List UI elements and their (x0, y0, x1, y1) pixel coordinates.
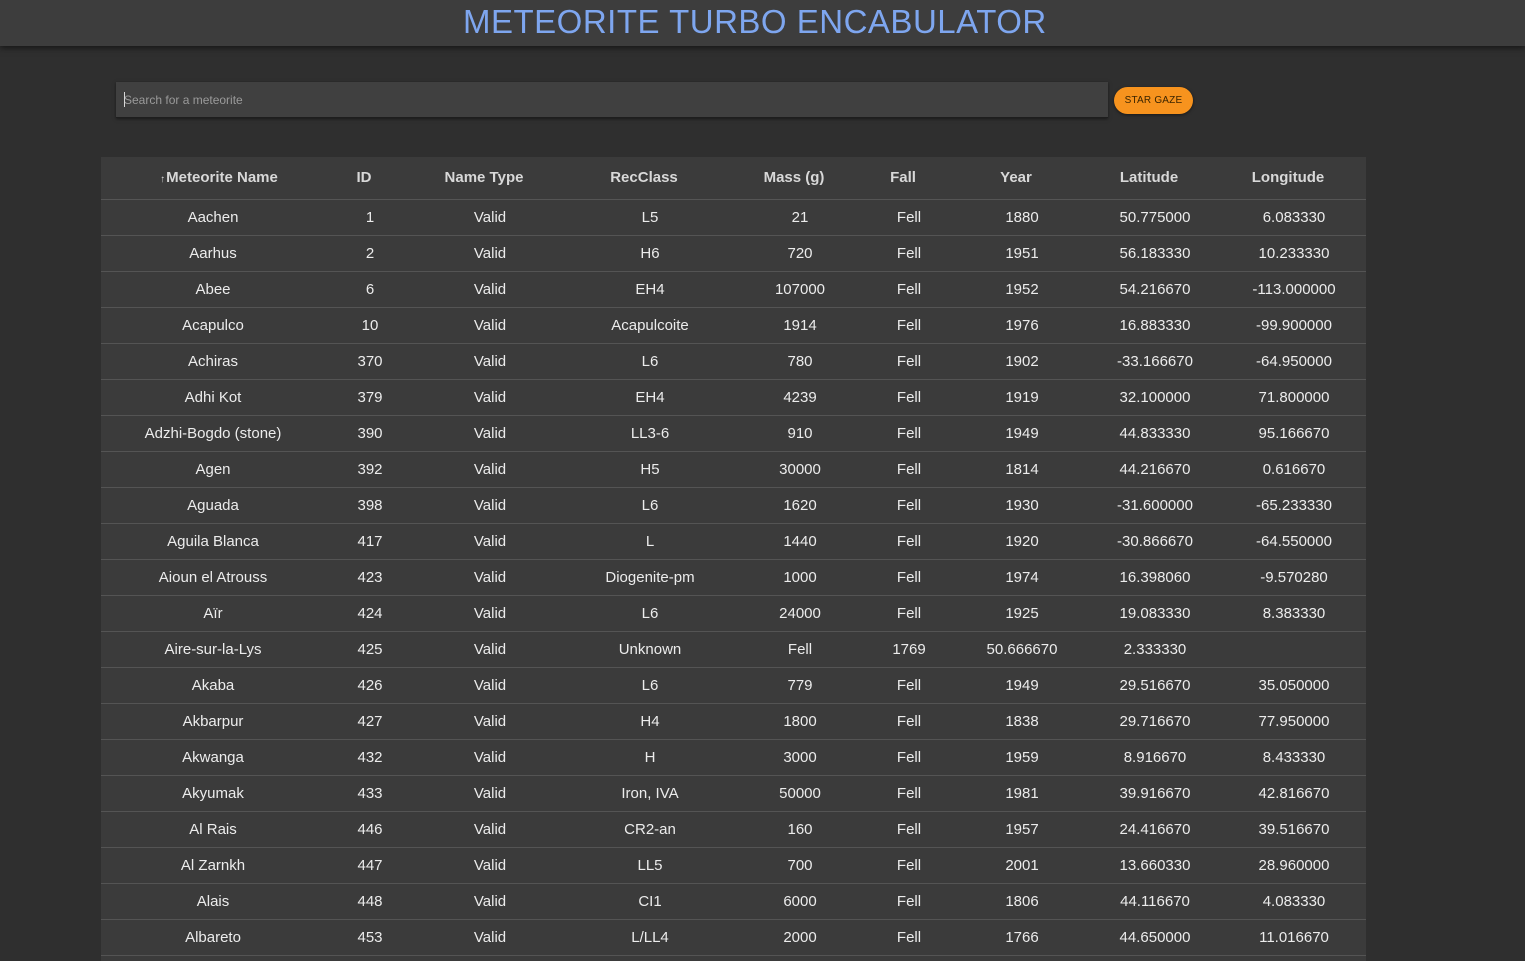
table-cell: 370 (357, 353, 383, 370)
table-cell: Akyumak (182, 785, 244, 802)
table-cell: Valid (473, 353, 507, 370)
table-cell: Aachen (187, 209, 239, 226)
table-cell: Valid (473, 497, 507, 514)
table-cell: 50.775000 (1119, 209, 1191, 226)
table-row[interactable] (101, 524, 1366, 560)
table-row[interactable] (101, 416, 1366, 452)
table-cell: L6 (641, 497, 659, 514)
table-cell: 6 (365, 281, 375, 298)
meteorite-table (101, 157, 1366, 961)
column-header-label: Latitude (1119, 169, 1179, 186)
table-cell: 427 (357, 713, 383, 730)
table-cell: 720 (787, 245, 813, 262)
table-cell: Valid (473, 713, 507, 730)
table-cell: 424 (357, 605, 383, 622)
col-fall-header[interactable] (890, 157, 916, 199)
table-cell: 1800 (783, 713, 817, 730)
table-cell: 1920 (1005, 533, 1039, 550)
column-header-label: Fall (890, 169, 916, 186)
table-cell: Fell (896, 209, 922, 226)
table-cell: 2.333330 (1123, 641, 1187, 658)
col-id-header[interactable] (357, 157, 372, 199)
table-cell: 77.950000 (1258, 713, 1330, 730)
table-cell: 44.116670 (1120, 893, 1190, 910)
table-cell: 1930 (1005, 497, 1039, 514)
table-row[interactable] (101, 560, 1366, 596)
table-cell: H4 (640, 713, 660, 730)
table-cell: 39.916670 (1119, 785, 1191, 802)
table-cell: 24.416670 (1119, 821, 1191, 838)
table-cell: L6 (641, 677, 659, 694)
table-cell: 32.100000 (1119, 389, 1191, 406)
table-cell: 1914 (783, 317, 817, 334)
table-row[interactable] (101, 380, 1366, 416)
table-cell: -30.866670 (1117, 533, 1193, 550)
column-header-label: Longitude (1251, 169, 1325, 186)
table-row[interactable] (101, 344, 1366, 380)
table-cell: -64.950000 (1256, 353, 1332, 370)
table-cell: L6 (641, 605, 659, 622)
table-cell: 1959 (1005, 749, 1039, 766)
table-cell: 1974 (1005, 569, 1039, 586)
col-mass-header[interactable] (764, 157, 825, 199)
table-cell: 54.216670 (1119, 281, 1191, 298)
table-cell: LL3-6 (630, 425, 670, 442)
table-cell: -9.570280 (1260, 569, 1328, 586)
table-cell: Valid (473, 317, 507, 334)
table-cell: 1 (365, 209, 375, 226)
table-cell: 1957 (1005, 821, 1039, 838)
table-cell: H6 (640, 245, 660, 262)
table-cell: 1440 (783, 533, 817, 550)
table-cell: 1949 (1005, 677, 1039, 694)
table-cell: Fell (896, 317, 922, 334)
table-cell: 1620 (783, 497, 817, 514)
table-cell: Alais (196, 893, 230, 910)
table-cell: 1838 (1005, 713, 1039, 730)
table-cell: 44.216670 (1119, 461, 1191, 478)
table-cell: -64.550000 (1256, 533, 1332, 550)
table-cell: 8.433330 (1262, 749, 1326, 766)
col-recclass-header[interactable] (610, 157, 678, 199)
table-row[interactable] (101, 920, 1366, 956)
table-cell: 1949 (1005, 425, 1039, 442)
table-cell: 1976 (1005, 317, 1039, 334)
table-cell: Akbarpur (182, 713, 244, 730)
table-header (101, 157, 1366, 200)
table-cell: Aioun el Atrouss (158, 569, 268, 586)
table-cell: Acapulcoite (611, 317, 689, 334)
table-cell: 1902 (1005, 353, 1039, 370)
table-cell: 24000 (779, 605, 821, 622)
table-cell: 1880 (1005, 209, 1039, 226)
table-row[interactable] (101, 776, 1366, 812)
table-row[interactable] (101, 200, 1366, 236)
table-cell: L/LL4 (631, 929, 669, 946)
table-cell: 423 (357, 569, 383, 586)
table-cell: 700 (787, 857, 813, 874)
table-cell: Aguila Blanca (167, 533, 259, 550)
table-cell: Al Zarnkh (180, 857, 246, 874)
table-row[interactable] (101, 740, 1366, 776)
table-cell: Valid (473, 389, 507, 406)
table-cell: Fell (896, 893, 922, 910)
table-cell: 2 (365, 245, 375, 262)
table-cell: 1951 (1005, 245, 1039, 262)
table-cell: 1814 (1005, 461, 1039, 478)
table-cell: Fell (896, 497, 922, 514)
table-row[interactable] (101, 668, 1366, 704)
column-header-label: Meteorite Name (166, 169, 278, 186)
table-cell: 35.050000 (1258, 677, 1330, 694)
table-cell: L5 (641, 209, 659, 226)
table-cell: 29.716670 (1119, 713, 1191, 730)
col-meteorite-name-header[interactable] (160, 157, 278, 199)
table-cell: Aïr (203, 605, 223, 622)
table-cell: 448 (357, 893, 383, 910)
table-cell: H5 (640, 461, 660, 478)
col-year-header[interactable] (1000, 157, 1032, 199)
table-cell: 2001 (1005, 857, 1039, 874)
table-cell: 29.516670 (1119, 677, 1191, 694)
table-cell: 6.083330 (1262, 209, 1326, 226)
table-cell: Valid (473, 533, 507, 550)
table-cell: Acapulco (182, 317, 244, 334)
table-cell: Fell (896, 821, 922, 838)
table-cell: Fell (896, 749, 922, 766)
table-cell: 160 (787, 821, 813, 838)
table-cell: 19.083330 (1119, 605, 1191, 622)
table-cell: Fell (896, 353, 922, 370)
table-cell: L6 (641, 353, 659, 370)
table-cell: 3000 (783, 749, 817, 766)
table-cell: 432 (357, 749, 383, 766)
table-cell: 0.616670 (1262, 461, 1326, 478)
table-cell: Iron, IVA (621, 785, 679, 802)
table-cell: 56.183330 (1119, 245, 1191, 262)
app-title: METEORITE TURBO ENCABULATOR (463, 3, 1047, 40)
table-cell: 425 (357, 641, 383, 658)
table-cell: 446 (357, 821, 383, 838)
table-body (101, 200, 1366, 956)
table-row[interactable] (101, 596, 1366, 632)
table-cell: 433 (357, 785, 383, 802)
table-cell: Fell (896, 569, 922, 586)
table-cell: Al Rais (189, 821, 237, 838)
table-row[interactable] (101, 488, 1366, 524)
table-cell: LL5 (637, 857, 663, 874)
table-cell: 779 (787, 677, 813, 694)
table-cell: 1766 (1005, 929, 1039, 946)
table-cell: 1000 (783, 569, 817, 586)
column-header-label: ID (356, 169, 372, 186)
table-cell: Fell (896, 281, 922, 298)
table-row[interactable] (101, 632, 1366, 668)
table-cell: Adhi Kot (184, 389, 242, 406)
table-cell: Aarhus (189, 245, 237, 262)
table-cell: Abee (195, 281, 231, 298)
table-cell: 4.083330 (1262, 893, 1326, 910)
table-cell: 1952 (1005, 281, 1039, 298)
table-cell: 21 (791, 209, 809, 226)
table-cell: 71.800000 (1258, 389, 1330, 406)
table-cell: Akwanga (182, 749, 244, 766)
table-cell: Valid (473, 209, 507, 226)
table-cell: Fell (896, 677, 922, 694)
table-cell: 1769 (892, 641, 926, 658)
table-cell: 1806 (1005, 893, 1039, 910)
table-row[interactable] (101, 272, 1366, 308)
table-cell: 8.916670 (1123, 749, 1187, 766)
table-cell: 6000 (783, 893, 817, 910)
table-cell: Fell (896, 713, 922, 730)
column-header-label: Name Type (444, 169, 524, 186)
table-cell: 13.660330 (1119, 857, 1191, 874)
table-cell: Achiras (187, 353, 239, 370)
table-cell: Valid (473, 857, 507, 874)
table-cell: -113.000000 (1252, 281, 1336, 298)
search-field[interactable] (116, 82, 1108, 118)
column-header-label: Mass (g) (763, 169, 825, 186)
table-cell: 1981 (1005, 785, 1039, 802)
table-cell: EH4 (635, 389, 665, 406)
table-row[interactable] (101, 452, 1366, 488)
table-cell: Valid (473, 785, 507, 802)
table-cell: 1919 (1005, 389, 1039, 406)
table-cell: 8.383330 (1262, 605, 1326, 622)
table-cell: Fell (896, 389, 922, 406)
table-cell: 16.398060 (1119, 569, 1191, 586)
table-cell: -33.166670 (1117, 353, 1193, 370)
table-cell: Adzhi-Bogdo (stone) (144, 425, 282, 442)
table-cell: 50000 (779, 785, 821, 802)
table-cell: 30000 (779, 461, 821, 478)
table-cell: 44.650000 (1119, 929, 1191, 946)
table-cell: Valid (473, 425, 507, 442)
table-cell: CR2-an (624, 821, 676, 838)
table-cell: 39.516670 (1258, 821, 1330, 838)
table-cell: CI1 (638, 893, 662, 910)
search-input[interactable] (116, 82, 1108, 117)
table-cell: 417 (357, 533, 383, 550)
text-cursor (124, 92, 125, 107)
table-cell: 16.883330 (1119, 317, 1191, 334)
table-cell: 453 (357, 929, 383, 946)
table-cell: 42.816670 (1258, 785, 1330, 802)
table-cell: Fell (896, 785, 922, 802)
table-cell: Fell (787, 641, 813, 658)
table-cell: Akaba (191, 677, 235, 694)
table-cell: 426 (357, 677, 383, 694)
table-cell: Valid (473, 281, 507, 298)
table-cell: 780 (787, 353, 813, 370)
table-row[interactable] (101, 848, 1366, 884)
table-cell: 28.960000 (1258, 857, 1330, 874)
table-cell: Aguada (187, 497, 239, 514)
table-cell: Unknown (618, 641, 682, 658)
table-row[interactable] (101, 884, 1366, 920)
table-cell: 95.166670 (1258, 425, 1330, 442)
table-cell: -65.233330 (1256, 497, 1332, 514)
table-cell: 4239 (783, 389, 817, 406)
table-cell: 50.666670 (986, 641, 1058, 658)
table-cell: Fell (896, 245, 922, 262)
table-cell: Fell (896, 425, 922, 442)
table-cell: 910 (787, 425, 813, 442)
table-cell: 1925 (1005, 605, 1039, 622)
table-cell: Fell (896, 533, 922, 550)
app-header (0, 0, 1525, 46)
col-latitude-header[interactable] (1120, 157, 1178, 199)
table-row[interactable] (101, 308, 1366, 344)
table-cell: 390 (357, 425, 383, 442)
table-cell: EH4 (635, 281, 665, 298)
table-cell: Valid (473, 929, 507, 946)
table-cell: Valid (473, 641, 507, 658)
table-cell: 10.233330 (1258, 245, 1330, 262)
table-cell: Albareto (185, 929, 241, 946)
table-cell: Valid (473, 461, 507, 478)
table-cell: Valid (473, 677, 507, 694)
table-cell: H (644, 749, 656, 766)
table-cell: 10 (361, 317, 379, 334)
table-cell: Aire-sur-la-Lys (164, 641, 262, 658)
table-cell: 398 (357, 497, 383, 514)
column-header-label: Year (1000, 169, 1032, 186)
table-cell: Fell (896, 461, 922, 478)
table-cell: Valid (473, 605, 507, 622)
table-cell: 2000 (783, 929, 817, 946)
table-cell: Valid (473, 245, 507, 262)
table-cell: Agen (195, 461, 231, 478)
table-cell: Diogenite-pm (605, 569, 695, 586)
table-cell: -31.600000 (1117, 497, 1193, 514)
col-longitude-header[interactable] (1252, 157, 1324, 199)
table-cell: Valid (473, 749, 507, 766)
table-cell: Fell (896, 857, 922, 874)
star-gaze-button[interactable]: STAR GAZE (1114, 87, 1193, 114)
table-row[interactable] (101, 236, 1366, 272)
col-name-type-header[interactable] (445, 157, 524, 199)
table-cell: 379 (357, 389, 383, 406)
table-cell: Fell (896, 605, 922, 622)
table-cell: L (645, 533, 655, 550)
table-row[interactable] (101, 812, 1366, 848)
table-cell: 392 (357, 461, 383, 478)
table-row[interactable] (101, 704, 1366, 740)
table-cell: 44.833330 (1119, 425, 1191, 442)
table-cell: 107000 (774, 281, 826, 298)
table-cell: -99.900000 (1256, 317, 1332, 334)
table-cell: Fell (896, 929, 922, 946)
column-header-label: RecClass (610, 169, 678, 186)
table-cell: Valid (473, 569, 507, 586)
table-cell: Valid (473, 893, 507, 910)
sort-ascending-arrow-icon: ↑ (160, 174, 166, 185)
table-cell: Valid (473, 821, 507, 838)
table-cell: 11.016670 (1259, 929, 1329, 946)
table-cell: 447 (357, 857, 383, 874)
